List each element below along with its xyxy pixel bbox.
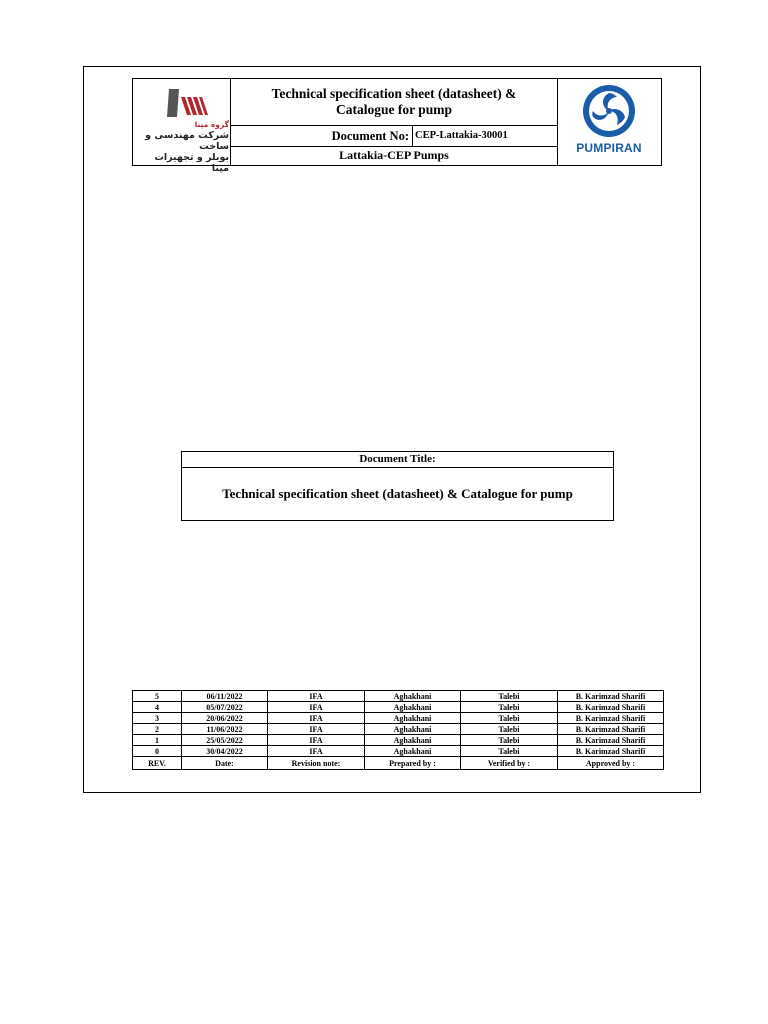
table-cell: 3 (133, 713, 182, 724)
table-cell: B. Karimzad Sharifi (558, 735, 664, 746)
table-cell: 5 (133, 691, 182, 702)
column-header: Approved by : (558, 757, 664, 770)
table-cell: 2 (133, 724, 182, 735)
document-title-box (181, 451, 614, 521)
document-header (132, 78, 662, 174)
table-cell: Talebi (461, 746, 558, 757)
mapna-group-label: گروه مپنا (194, 120, 229, 129)
project-name: Lattakia-CEP Pumps (339, 148, 449, 162)
document-number-label: Document No: (231, 126, 413, 146)
table-row (133, 691, 664, 702)
document-title-label: Document Title: (182, 452, 613, 468)
table-cell: 4 (133, 702, 182, 713)
table-cell: IFA (268, 746, 365, 757)
header-title (231, 79, 557, 126)
table-row (133, 746, 664, 757)
mapna-line-2: شرکت مهندسی و ساخت (145, 130, 229, 152)
table-cell: B. Karimzad Sharifi (558, 702, 664, 713)
table-cell: 0 (133, 746, 182, 757)
table-cell: Talebi (461, 735, 558, 746)
table-cell: Talebi (461, 702, 558, 713)
table-cell: IFA (268, 735, 365, 746)
table-cell: IFA (268, 724, 365, 735)
table-cell: IFA (268, 713, 365, 724)
document-number-value: CEP-Lattakia-30001 (415, 130, 508, 141)
mapna-logo-cell (133, 79, 231, 174)
column-header: Date: (182, 757, 268, 770)
table-cell: IFA (268, 691, 365, 702)
table-cell: 25/05/2022 (182, 735, 268, 746)
pumpiran-label: PUMPIRAN (576, 141, 642, 155)
table-cell: Aghakhani (365, 713, 461, 724)
table-cell: 05/07/2022 (182, 702, 268, 713)
table-cell: B. Karimzad Sharifi (558, 746, 664, 757)
table-header-row (133, 757, 664, 770)
table-cell: 1 (133, 735, 182, 746)
column-header: Verified by : (461, 757, 558, 770)
table-cell: B. Karimzad Sharifi (558, 691, 664, 702)
pumpiran-logo-icon (579, 83, 639, 139)
column-header: Revision note: (268, 757, 365, 770)
table-cell: Aghakhani (365, 724, 461, 735)
header-title-line-1: Technical specification sheet (datasheet) & (271, 86, 517, 101)
table-cell: B. Karimzad Sharifi (558, 724, 664, 735)
page-border (83, 66, 701, 793)
table-cell: Aghakhani (365, 735, 461, 746)
column-header: Prepared by : (365, 757, 461, 770)
table-row (133, 724, 664, 735)
table-cell: 30/04/2022 (182, 746, 268, 757)
table-cell: Talebi (461, 713, 558, 724)
column-header: REV. (133, 757, 182, 770)
table-cell: IFA (268, 702, 365, 713)
table-cell: B. Karimzad Sharifi (558, 713, 664, 724)
mapna-line-3: بویلر و تجهیزات مپنا (154, 152, 229, 174)
pumpiran-logo-cell (557, 79, 661, 165)
table-cell: 06/11/2022 (182, 691, 268, 702)
table-cell: Aghakhani (365, 702, 461, 713)
table-cell: Talebi (461, 691, 558, 702)
table-row (133, 713, 664, 724)
table-row (133, 702, 664, 713)
header-title-line-2: Catalogue for pump (335, 102, 452, 117)
header-middle (231, 79, 557, 165)
table-cell: Aghakhani (365, 691, 461, 702)
revision-table (132, 690, 664, 770)
table-cell: 11/06/2022 (182, 724, 268, 735)
table-cell: Aghakhani (365, 746, 461, 757)
table-cell: 20/06/2022 (182, 713, 268, 724)
document-title-text: Technical specification sheet (datasheet) & Catalogue for pump (222, 486, 573, 501)
mapna-company-name (135, 119, 229, 174)
document-number-row (231, 126, 557, 147)
table-cell: Talebi (461, 724, 558, 735)
table-row (133, 735, 664, 746)
